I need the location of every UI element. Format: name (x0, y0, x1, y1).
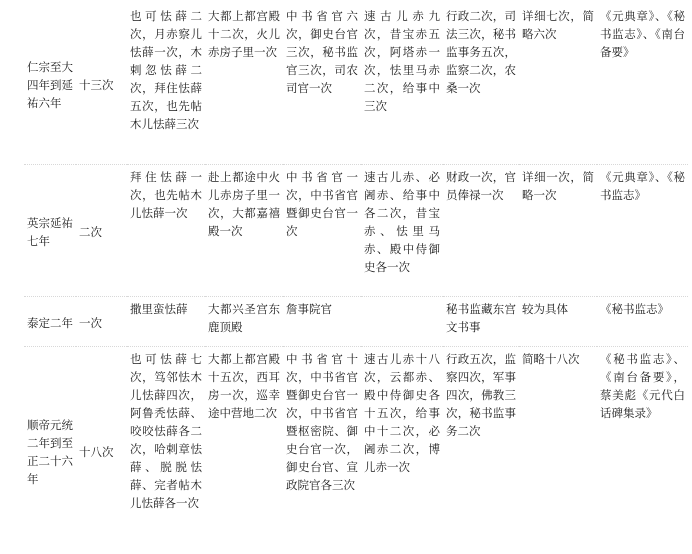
department-cell: 中书省官六次，御史台官三次，秘书监官三次，司农司官一次 (283, 4, 361, 164)
count-cell: 十八次 (79, 444, 114, 459)
personnel-cell: 撒里蛮怯薛 (127, 296, 205, 346)
personnel-cell: 也可怯薛二次，月赤察儿怯薛一次，木剌忽怯薛二次，拜住怯薛五次，也先帖木儿怯薛三次 (127, 4, 205, 164)
reign-cell: 顺帝元统二年到至正二十六年 (27, 417, 73, 486)
officials-cell: 速古儿赤十八次，云都赤、殿中侍御史各十五次，给事中十二次，必阇赤二次，博儿赤一次 (364, 351, 440, 474)
sources-cell: 《秘书监志》 (597, 296, 688, 346)
location-cell: 赴上都途中火儿赤房子里一次，大都嘉禧殿一次 (205, 164, 283, 296)
topics-cell: 行政二次，司法三次，秘书监事务五次，监察二次，农桑一次 (443, 4, 519, 164)
sources-cell: 《元典章》、《秘书监志》、《南台备要》 (597, 4, 688, 164)
location-cell: 大都兴圣宫东鹿顶殿 (205, 296, 283, 346)
topics-cell: 财政一次，官员俸禄一次 (443, 164, 519, 296)
count-cell: 十三次 (76, 4, 127, 164)
detail-cell: 详细七次，简略六次 (519, 4, 597, 164)
sources-cell: 《元典章》、《秘书监志》 (597, 164, 688, 296)
count-cell: 二次 (76, 164, 127, 296)
table-row (24, 164, 688, 296)
location-cell: 大都上都宫殿十五次，西耳房一次，巡幸途中营地二次 (208, 351, 280, 420)
reign-cell: 英宗延祐七年 (24, 164, 76, 296)
sources-cell: 《秘书监志》、《南台备要》，蔡美彪《元代白话碑集录》 (600, 351, 685, 420)
department-cell: 詹事院官 (283, 296, 361, 346)
table-row (24, 296, 688, 346)
detail-cell: 较为具体 (519, 296, 597, 346)
detail-cell: 简略十八次 (522, 351, 580, 366)
topics-cell: 行政五次，监察四次，军事四次，佛教三次，秘书监事务二次 (446, 351, 516, 438)
audience-records-table (24, 4, 688, 554)
personnel-cell: 拜住怯薛一次，也先帖木儿怯薛一次 (127, 164, 205, 296)
officials-cell: 速古儿赤九次，昔宝赤五次，阿塔赤一次，怯里马赤二次，给事中三次 (361, 4, 443, 164)
count-cell: 一次 (76, 296, 127, 346)
officials-cell (361, 296, 443, 346)
department-cell: 中书省官十次，中书省官暨御史台官一次，中书省官暨枢密院、御史台官一次，御史台官、宣政院官各三次 (286, 351, 358, 492)
personnel-cell: 也可怯薛七次，笃邻怯木儿怯薛四次，阿鲁秃怯薛、咬咬怯薛各二次，哈剌章怯薛、脱脱怯薛、完者帖木儿怯薛各一次 (130, 351, 202, 510)
table-row (24, 346, 688, 554)
reign-cell: 泰定二年 (24, 296, 76, 346)
table-row (24, 4, 688, 164)
location-cell: 大都上都宫殿十二次，火儿赤房子里一次 (205, 4, 283, 164)
detail-cell: 详细一次，简略一次 (519, 164, 597, 296)
department-cell: 中书省官一次，中书省官暨御史台官一次 (283, 164, 361, 296)
reign-cell: 仁宗至大四年到延祐六年 (24, 4, 76, 164)
topics-cell: 秘书监藏东宫文书事 (443, 296, 519, 346)
officials-cell: 速古儿赤、必阇赤、给事中各二次，昔宝赤、怯里马赤、殿中侍御史各一次 (361, 164, 443, 296)
